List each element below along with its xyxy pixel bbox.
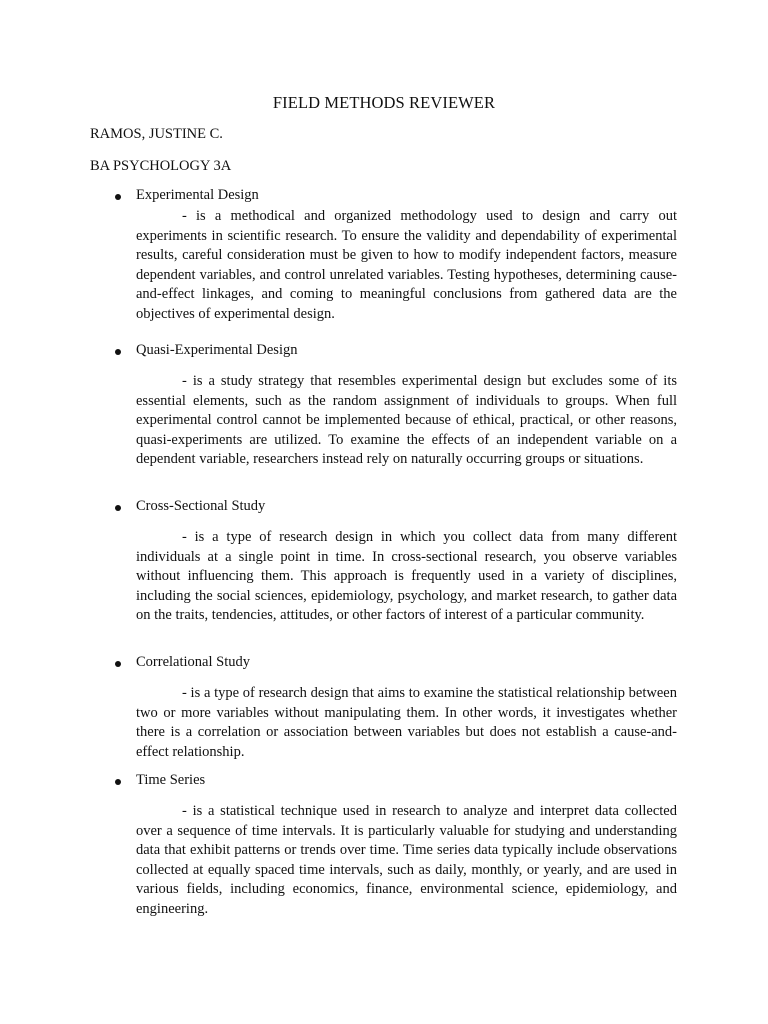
section-heading: Quasi-Experimental Design — [136, 342, 298, 358]
bullet-row — [90, 654, 690, 674]
course-label: BA PSYCHOLOGY 3A — [90, 158, 232, 174]
bullet-icon — [115, 349, 121, 355]
section-time-series — [90, 772, 690, 917]
section-cross-sectional-study — [90, 498, 690, 624]
section-definition: - is a type of research design in which you collect data from many different individuals at a single point in time. In cross-sectional research, you observe variables without influencing them. This approach is frequently used in a variety of disciplines, including the social sciences, epidemiology, psychology, and market research, to gather data on the traits, tendencies, attitudes, or other factors of interest of a particular community. — [136, 529, 677, 624]
section-quasi-experimental-design — [90, 342, 690, 468]
section-definition: - is a statistical technique used in research to analyze and interpret data collected over a sequence of time intervals. It is particularly valuable for studying and understanding data that exhibit patterns or trends over time. Time series data typically include observations collected at equally spaced time intervals, such as daily, monthly, or yearly, and are used in various fields, including economics, finance, environmental science, epidemiology, and engineering. — [136, 803, 677, 917]
section-experimental-design — [90, 187, 690, 322]
bullet-row — [90, 187, 690, 207]
section-definition: - is a type of research design that aims to examine the statistical relationship between two or more variables without manipulating them. In other words, it investigates whether there is a correlation or association between variables but does not establish a cause-and-effect relationship. — [136, 685, 677, 760]
bullet-row — [90, 498, 690, 518]
section-heading: Experimental Design — [136, 187, 259, 203]
author-name: RAMOS, JUSTINE C. — [90, 126, 223, 142]
section-heading: Correlational Study — [136, 654, 250, 670]
section-correlational-study — [90, 654, 690, 760]
bullet-icon — [115, 661, 121, 667]
bullet-row — [90, 342, 690, 362]
bullet-icon — [115, 194, 121, 200]
section-definition: - is a study strategy that resembles experimental design but excludes some of its essential elements, such as the random assignment of individuals to groups. When full experimental control cannot be implemented because of ethical, practical, or other reasons, quasi-experiments are utilized. To examine the effects of an independent variable on a dependent variable, researchers instead rely on naturally occurring groups or situations. — [136, 373, 677, 468]
bullet-icon — [115, 505, 121, 511]
bullet-row — [90, 772, 690, 792]
document-title: FIELD METHODS REVIEWER — [272, 93, 496, 112]
section-heading: Time Series — [136, 772, 206, 788]
section-definition: - is a methodical and organized methodology used to design and carry out experiments in scientific research. To ensure the validity and dependability of experimental results, careful consideration must be given to how to modify independent factors, measure dependent variables, and control unrelated variables. Testing hypotheses, determining cause-and-effect linkages, and coming to meaningful conclusions from gathered data are the objectives of experimental design. — [136, 208, 677, 322]
bullet-icon — [115, 779, 121, 785]
section-heading: Cross-Sectional Study — [136, 498, 266, 514]
